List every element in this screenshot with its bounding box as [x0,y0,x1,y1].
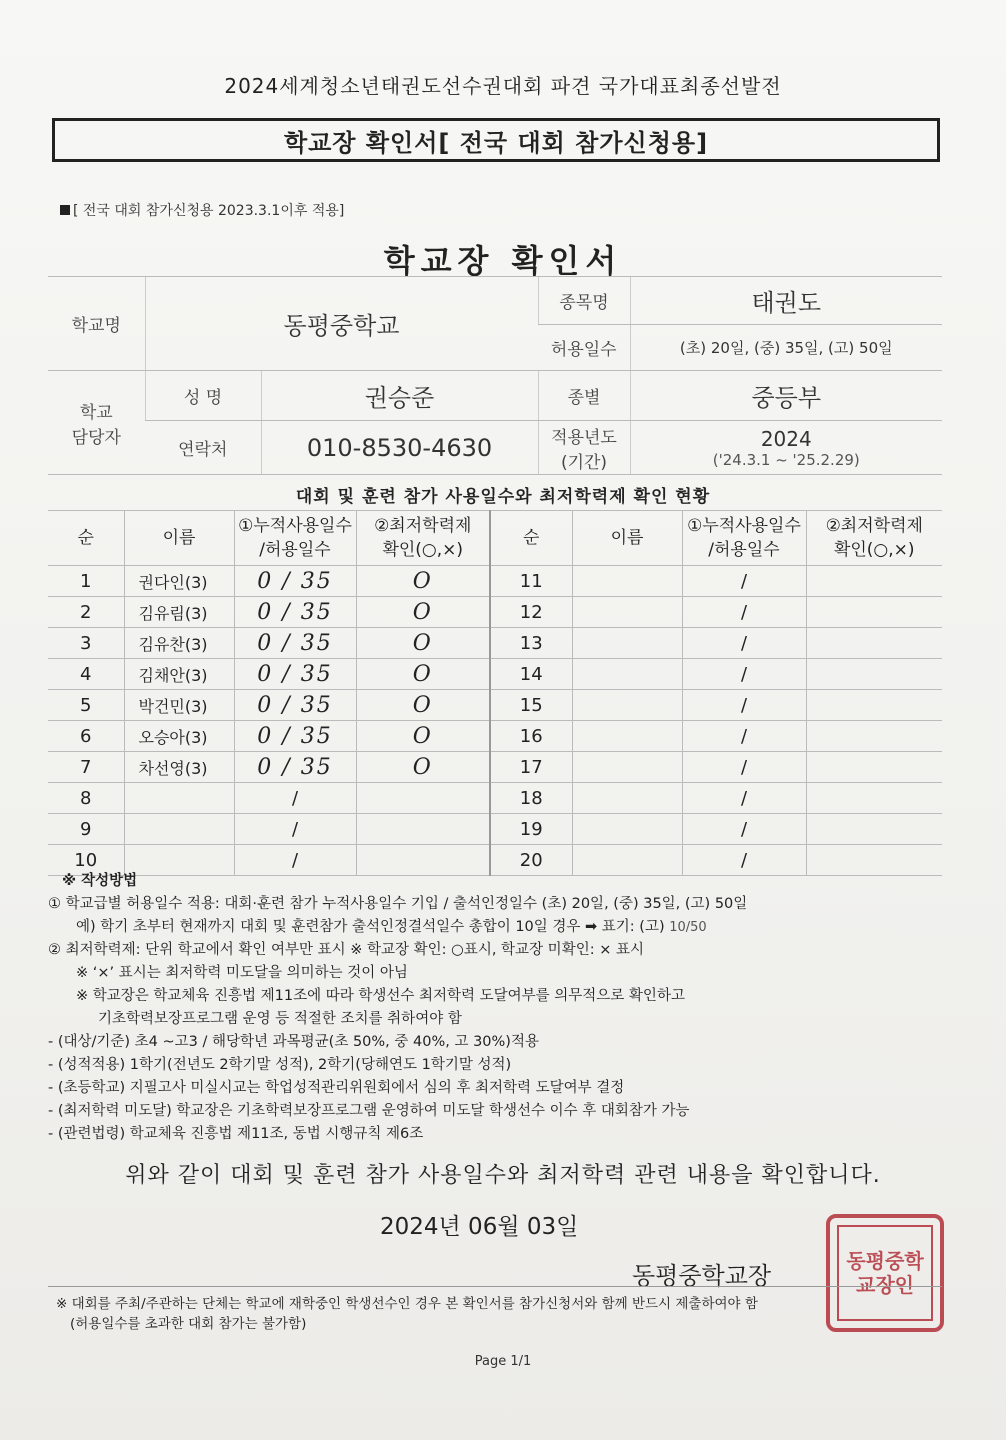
student-name: 김유림(3) [124,597,234,628]
student-name [572,628,682,659]
grade-check [806,628,942,659]
instruction-line: - (대상/기준) 초4 ~고3 / 해당학년 과목평균(초 50%, 중 40%, 고 30%)적용 [48,1034,539,1050]
grade-check [806,597,942,628]
table-row [48,752,942,783]
col-name: 이름 [124,511,234,566]
days-used: 0 / 35 [234,752,356,783]
row-number: 20 [490,845,572,876]
days-used: / [234,814,356,845]
table-row [48,690,942,721]
days-used: / [682,659,806,690]
student-name [572,690,682,721]
student-name [572,659,682,690]
grade-check [806,690,942,721]
table-row [48,628,942,659]
student-name [572,752,682,783]
grade-check: O [356,566,490,597]
square-bullet-icon [60,205,70,215]
days-used: 0 / 35 [234,597,356,628]
form-title: 학교장 확인서[ 전국 대회 참가신청용] [283,128,709,157]
table-row [48,597,942,628]
instruction-line: 기초학력보장프로그램 운영 등 적절한 조치를 취하여야 함 [98,1011,462,1027]
days-used: / [682,628,806,659]
grade-check [356,814,490,845]
grade-check [806,659,942,690]
days-used: 0 / 35 [234,721,356,752]
instruction-line: - (성적적용) 1학기(전년도 2학기말 성적), 2학기(당해연도 1학기말 성적) [48,1057,512,1073]
row-number: 2 [48,597,124,628]
student-name: 김채안(3) [124,659,234,690]
days-used: / [682,566,806,597]
status-title: 대회 및 훈련 참가 사용일수와 최저학력제 확인 현황 [295,487,711,507]
row-number: 11 [490,566,572,597]
grade-check [356,783,490,814]
col-check: ②최저학력제 확인(○,×) [356,511,490,566]
grade-check [806,752,942,783]
student-name [124,814,234,845]
student-name: 김유찬(3) [124,628,234,659]
row-number: 7 [48,752,124,783]
instruction-line: - (초등학교) 지필고사 미실시교는 학업성적관리위원회에서 심의 후 최저학력 도달여부 결정 [48,1080,625,1096]
col-check: ②최저학력제 확인(○,×) [806,511,942,566]
grade-check: O [356,628,490,659]
status-header-row [48,511,942,566]
confirmation-statement: 위와 같이 대회 및 훈련 참가 사용일수와 최저학력 관련 내용을 확인합니다. [125,1163,881,1188]
table-row [48,721,942,752]
status-body [48,566,942,876]
table-row [48,783,942,814]
days-used: / [234,845,356,876]
grade-check [806,814,942,845]
row-number: 3 [48,628,124,659]
row-number: 9 [48,814,124,845]
row-number: 14 [490,659,572,690]
days-used: / [682,814,806,845]
student-name: 오승아(3) [124,721,234,752]
row-number: 17 [490,752,572,783]
info-table [48,276,942,475]
row-number: 16 [490,721,572,752]
school-name-label: 학교명 [48,277,145,371]
school-name: 동평중학교 [145,277,538,371]
row-number: 1 [48,566,124,597]
row-number: 12 [490,597,572,628]
col-days: ①누적사용일수 /허용일수 [234,511,356,566]
manager-name: 권승준 [261,371,538,421]
row-number: 13 [490,628,572,659]
divider [48,1286,942,1287]
division-value: 중등부 [630,371,942,421]
allowed-days-label: 허용일수 [538,325,630,371]
instruction-line: ※ 학교장은 학교체육 진흥법 제11조에 따라 학생선수 최저학력 도달여부를 의무적으로 확인하고 [76,988,685,1004]
days-used: / [682,845,806,876]
col-no: 순 [490,511,572,566]
row-number: 19 [490,814,572,845]
status-table [48,510,942,876]
days-used: / [682,752,806,783]
days-used: 0 / 35 [234,566,356,597]
student-name: 차선영(3) [124,752,234,783]
grade-check [806,566,942,597]
student-name: 권다인(3) [124,566,234,597]
grade-check: O [356,659,490,690]
student-name [572,597,682,628]
grade-check: O [356,721,490,752]
days-used: 0 / 35 [234,659,356,690]
instruction-line: ② 최저학력제: 단위 학교에서 확인 여부만 표시 ※ 학교장 확인: ○표시, 학교장 미확인: × 표시 [48,942,644,958]
page-number: Page 1/1 [474,1354,532,1369]
instruction-line: - (관련법령) 학교체육 진흥법 제11조, 동법 시행규칙 제6조 [48,1126,424,1142]
days-used: 0 / 35 [234,628,356,659]
row-number: 5 [48,690,124,721]
grade-check: O [356,597,490,628]
instruction-line: 예) 학기 초부터 현재까지 대회 및 훈련참가 출석인정결석일수 총합이 10일 경우 ➡ 표기: (고) 10/50 [76,919,707,935]
days-used: / [682,597,806,628]
notice-text: [ 전국 대회 참가신청용 2023.3.1이후 적용] [73,203,345,219]
table-row [48,659,942,690]
row-number: 18 [490,783,572,814]
grade-check [806,783,942,814]
table-row [48,566,942,597]
sport-label: 종목명 [538,277,630,325]
manager-label: 학교 담당자 [48,371,145,475]
student-name [572,783,682,814]
days-used: / [682,721,806,752]
principal-signature: 동평중학교장 [632,1262,772,1290]
instructions-heading: ※ 작성방법 [62,873,138,889]
row-number: 15 [490,690,572,721]
year-label: 적용년도 (기간) [538,421,630,475]
grade-check: O [356,690,490,721]
instruction-line: ① 학교급별 허용일수 적용: 대회·훈련 참가 누적사용일수 기입 / 출석인정일수 (초) 20일, (중) 35일, (고) 50일 [48,896,748,912]
student-name: 박건민(3) [124,690,234,721]
instruction-line: ※ ‘×’ 표시는 최저학력 미도달을 의미하는 것이 아님 [76,965,408,981]
table-row [48,814,942,845]
row-number: 6 [48,721,124,752]
days-used: 0 / 35 [234,690,356,721]
instruction-line: - (최저학력 미도달) 학교장은 기초학력보장프로그램 운영하여 미도달 학생선수 이수 후 대회참가 가능 [48,1103,690,1119]
allowed-days-value: (초) 20일, (중) 35일, (고) 50일 [630,325,942,371]
applicability-notice [60,200,344,220]
row-number: 8 [48,783,124,814]
manager-name-label: 성 명 [145,371,261,421]
days-used: / [682,783,806,814]
contact-label: 연락처 [145,421,261,475]
event-title: 2024세계청소년태권도선수권대회 파견 국가대표최종선발전 [224,74,782,98]
division-label: 종별 [538,371,630,421]
student-name [572,721,682,752]
row-number: 4 [48,659,124,690]
days-used: / [682,690,806,721]
col-days: ①누적사용일수 /허용일수 [682,511,806,566]
sport-value: 태권도 [630,277,942,325]
grade-check: O [356,752,490,783]
grade-check [806,721,942,752]
form-title-box [52,118,940,162]
year-value: 2024 ('24.3.1 ~ '25.2.29) [630,421,942,475]
days-used: / [234,783,356,814]
issue-date: 2024년 06월 03일 [380,1214,579,1240]
instructions [48,870,958,1146]
student-name [124,783,234,814]
footnote: ※ 대회를 주최/주관하는 단체는 학교에 재학중인 학생선수인 경우 본 확인서를 참가신청서와 함께 반드시 제출하여야 함 (허용일수를 초과한 대회 참가는 불가함) [56,1296,758,1332]
col-name: 이름 [572,511,682,566]
student-name [572,814,682,845]
row-number: 10 [48,845,124,876]
main-title: 학교장 확인서 [383,242,623,280]
col-no: 순 [48,511,124,566]
contact-value: 010-8530-4630 [261,421,538,475]
student-name [572,566,682,597]
seal-text: 동평중학교장인 [837,1225,933,1321]
